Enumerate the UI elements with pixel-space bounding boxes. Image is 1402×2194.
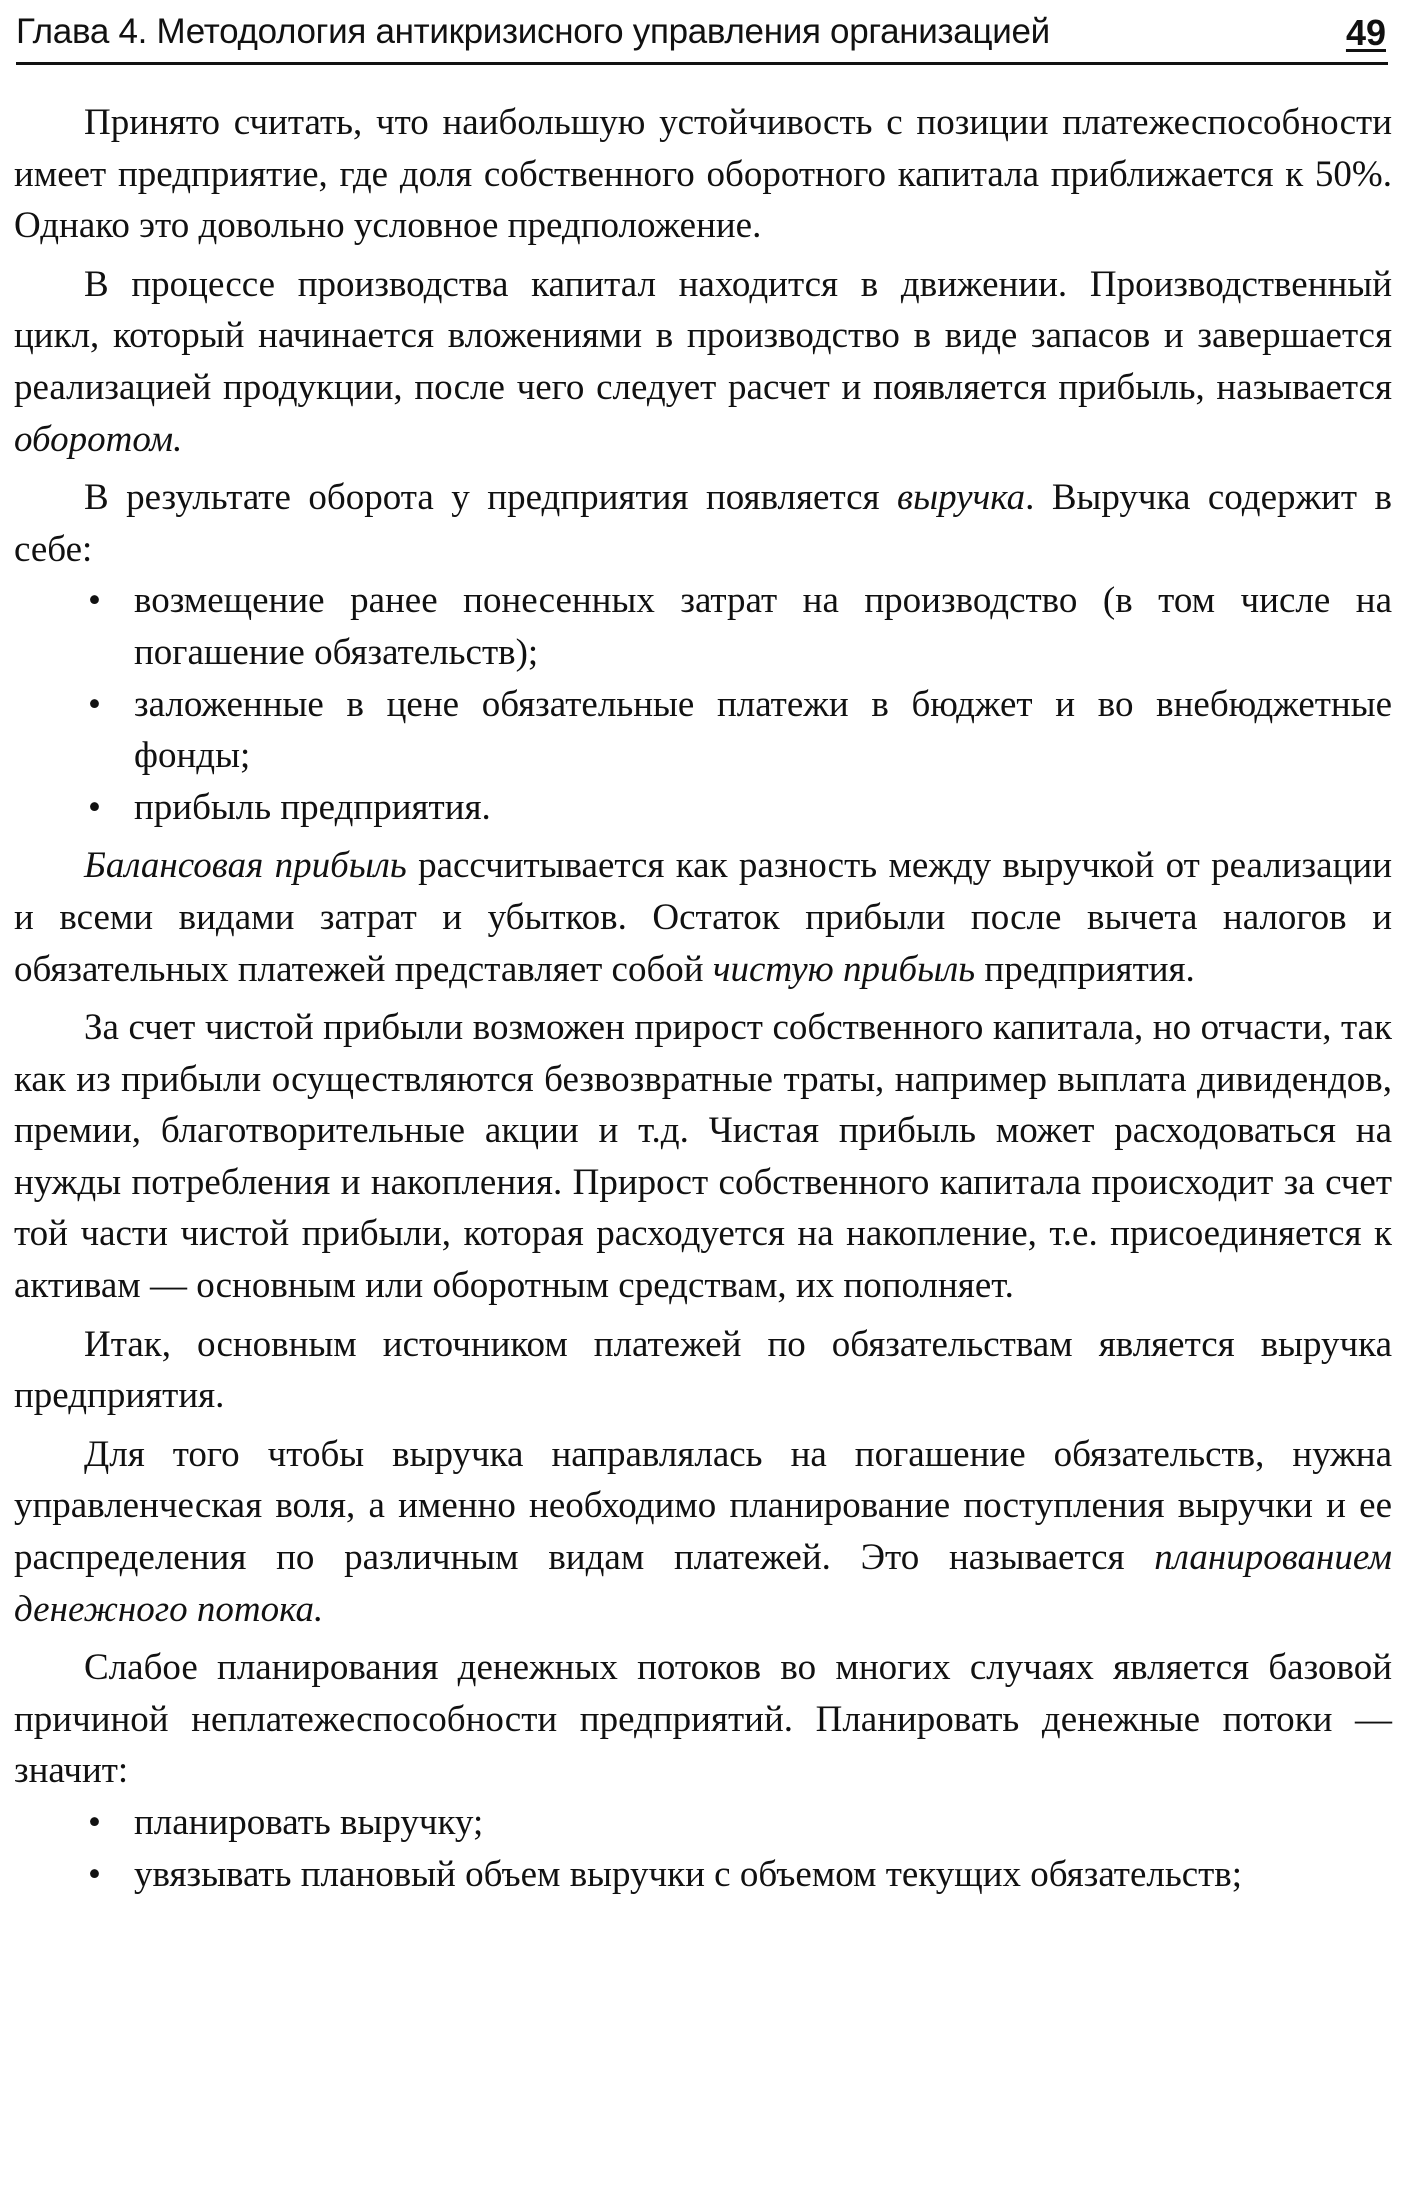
paragraph-solvency <box>14 97 1392 252</box>
paragraph-revenue <box>14 472 1392 575</box>
running-header <box>16 6 1388 65</box>
emphasis-term: оборотом <box>14 418 174 460</box>
list-item <box>14 1849 1392 1901</box>
paragraph-text: Для того чтобы выручка направлялась на погашение обязательств, нужна управленческая воля, а именно необходимо планирование поступления выручки и ее распределения по различным видам платежей. Это называется <box>14 1433 1392 1579</box>
bullet-icon: • <box>88 1853 101 1895</box>
paragraph-text: В результате оборота у предприятия появляется <box>84 477 898 519</box>
list-item-text: заложенные в цене обязательные платежи в бюджет и во внебюджетные фонды; <box>134 683 1392 777</box>
emphasis-term: планированием денежного потока <box>14 1537 1392 1630</box>
paragraph-text: предприятия. <box>975 948 1195 990</box>
paragraph-text: рассчитывается как разность между выручкой от реализации и всеми видами затрат и убытков. Остаток прибыли после вычета налогов и обязательных платежей представляет собой <box>14 845 1392 990</box>
emphasis-term: выручка <box>897 477 1026 519</box>
paragraph-text: . <box>314 1588 324 1630</box>
list-item <box>14 575 1392 678</box>
bullet-icon: • <box>88 1802 101 1843</box>
paragraph-turnover <box>14 259 1392 465</box>
paragraph-text: Итак, основным источником платежей по обязательствам является выручка предприятия. <box>14 1323 1392 1417</box>
chapter-title: Глава 4. Методология антикризисного управления организацией <box>16 12 1050 51</box>
list-item <box>14 782 1392 834</box>
paragraph-balance-profit <box>14 840 1392 995</box>
list-item-text: увязывать плановый объем выручки с объемом текущих обязательств; <box>134 1853 1243 1895</box>
revenue-contents-list <box>14 575 1392 833</box>
emphasis-term: Балансовая прибыль <box>84 845 407 887</box>
paragraph-text: За счет чистой прибыли возможен прирост собственного капитала, но отчасти, так как из прибыли осуществляются безвозвратные траты, например выплата дивидендов, премии, благотворительные акции и т.д. Чистая прибыль может расходоваться на нужды потребления и накопления. Прирост собственного капитала происходит за счет той части чистой прибыли, которая расходуется на накопление, т.е. присоединяется к активам — основным или оборотным средствам, их пополняет. <box>14 1007 1392 1307</box>
paragraph-net-profit <box>14 1002 1392 1312</box>
bullet-icon: • <box>88 786 101 828</box>
paragraph-text: . <box>173 418 183 460</box>
bullet-icon: • <box>88 683 101 725</box>
bullet-icon: • <box>88 580 101 622</box>
emphasis-term: чистую прибыль <box>712 948 976 990</box>
list-item <box>14 1797 1392 1849</box>
paragraph-text: Слабое планирования денежных потоков во многих случаях является базовой причиной неплатежеспособности предприятий. Планировать денежные потоки — значит: <box>14 1647 1392 1792</box>
body-text <box>14 97 1392 1900</box>
paragraph-cash-flow-planning <box>14 1429 1392 1635</box>
list-item <box>14 679 1392 782</box>
paragraph-main-source <box>14 1319 1392 1422</box>
list-item-text: планировать выручку; <box>134 1802 484 1843</box>
list-item-text: прибыль предприятия. <box>134 786 491 828</box>
page-number: 49 <box>1345 12 1386 53</box>
list-item-text: возмещение ранее понесенных затрат на производство (в том числе на погашение обязательств); <box>134 580 1392 673</box>
paragraph-text: В процессе производства капитал находится в движении. Производственный цикл, который начинается вложениями в производство в виде запасов и завершается реализацией продукции, после чего следует расчет и появляется прибыль, называется <box>14 263 1392 408</box>
paragraph-text: Принято считать, что наибольшую устойчивость с позиции платежеспособности имеет предприятие, где доля собственного оборотного капитала приближается к 50%. Однако это довольно условное предположение. <box>14 102 1392 247</box>
paragraph-weak-planning <box>14 1642 1392 1797</box>
planning-steps-list <box>14 1797 1392 1900</box>
paragraph-text: . Выручка содержит в себе: <box>14 477 1392 570</box>
